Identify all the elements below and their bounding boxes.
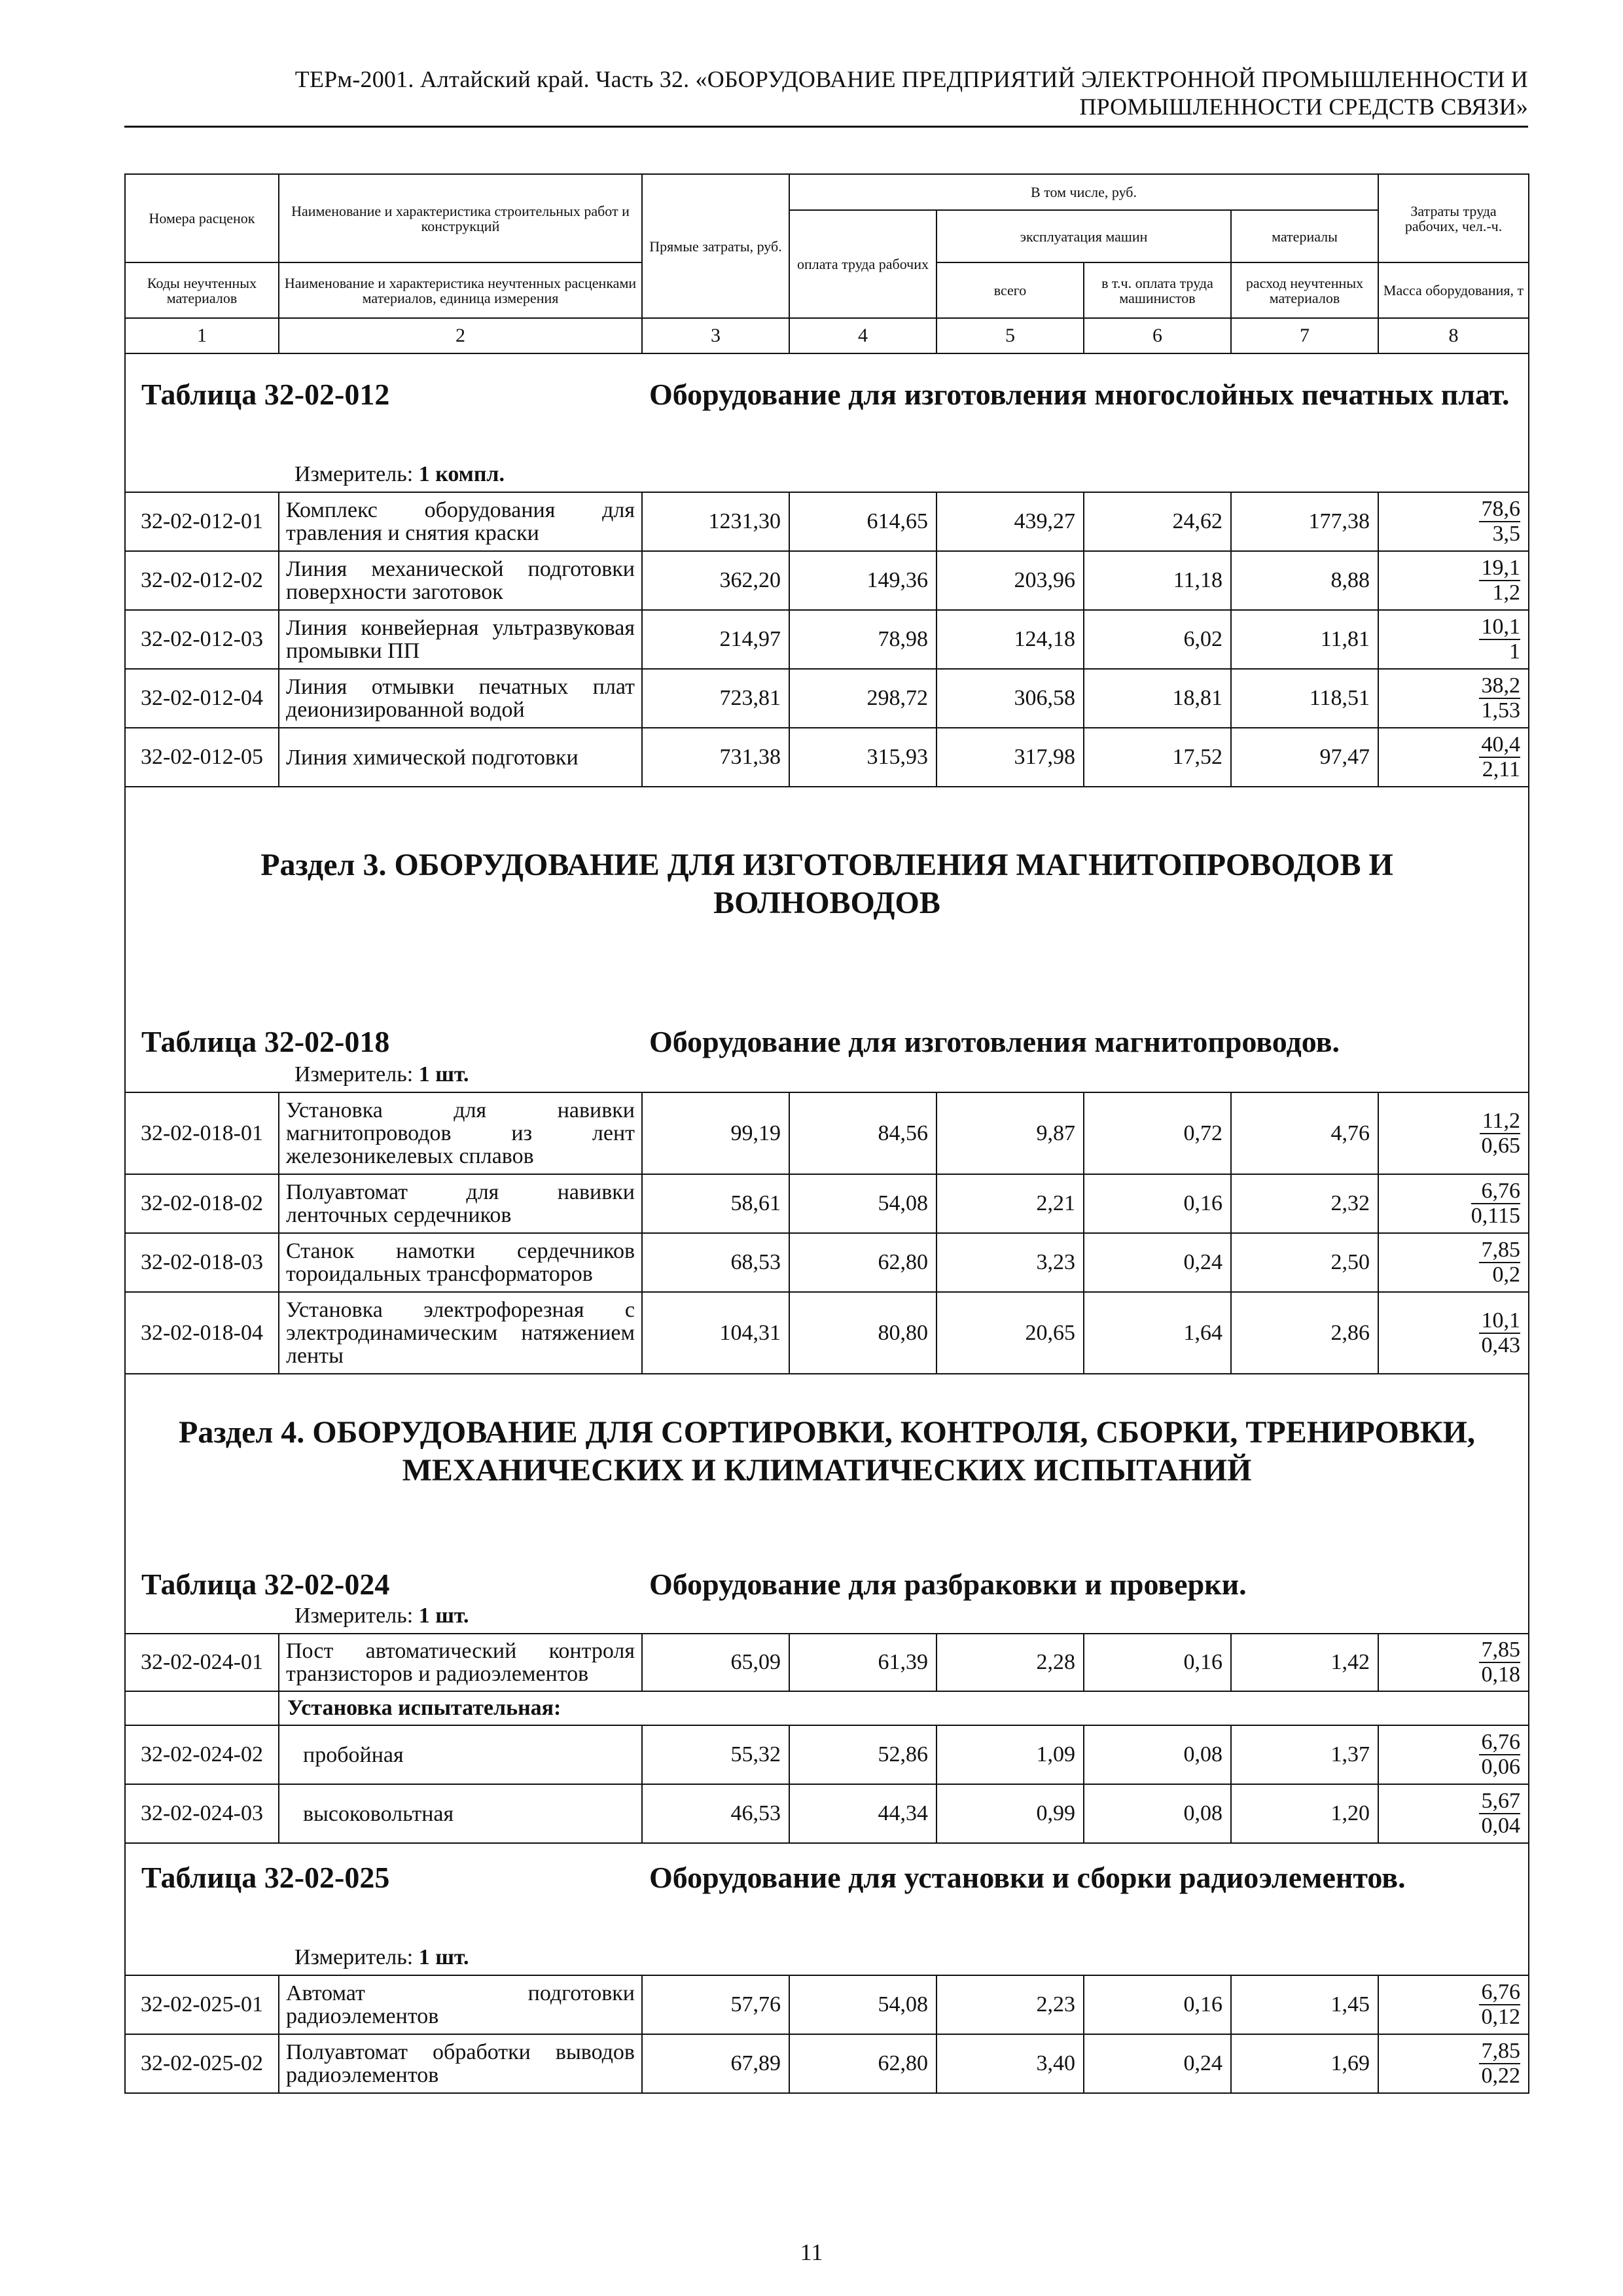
mass-value: 3,5 — [1492, 522, 1521, 546]
direct-cost: 104,31 — [642, 1292, 789, 1374]
table-row — [125, 1634, 1529, 1691]
machinists-wages: 1,64 — [1084, 1292, 1231, 1374]
mass-value: 1,53 — [1481, 698, 1521, 723]
machinists-wages: 0,24 — [1084, 2034, 1231, 2093]
mass-value: 0,43 — [1481, 1333, 1521, 1357]
materials: 1,20 — [1231, 1784, 1378, 1843]
rate-code: 32-02-012-02 — [125, 551, 279, 610]
rate-name: Станок намотки сердечников тороидальных трансформаторов — [279, 1233, 642, 1292]
labor-mass-fraction — [1378, 728, 1529, 787]
col-number: 7 — [1231, 318, 1378, 353]
col-header-codes: Номера расценок — [125, 174, 279, 262]
machinists-wages: 18,81 — [1084, 669, 1231, 728]
wages: 61,39 — [789, 1634, 936, 1691]
labor-mass-fraction — [1378, 492, 1529, 551]
labor-value: 7,85 — [1479, 1638, 1521, 1663]
rate-name: Линия химической подготовки — [279, 728, 642, 787]
col-header-wages: оплата труда рабочих — [789, 210, 936, 318]
direct-cost: 46,53 — [642, 1784, 789, 1843]
col-header-codes-sub: Коды неучтенных материалов — [125, 262, 279, 318]
machines-total: 439,27 — [936, 492, 1084, 551]
running-header — [124, 65, 1528, 120]
rate-code: 32-02-018-03 — [125, 1233, 279, 1292]
labor-mass-fraction — [1378, 610, 1529, 669]
col-header-materials-sub: расход неучтенных материалов — [1231, 262, 1378, 318]
wages: 54,08 — [789, 1975, 936, 2034]
machinists-wages: 0,08 — [1084, 1725, 1231, 1784]
wages: 62,80 — [789, 1233, 936, 1292]
rate-code: 32-02-018-04 — [125, 1292, 279, 1374]
mass-value: 0,115 — [1471, 1204, 1521, 1228]
col-header-direct: Прямые затраты, руб. — [642, 174, 789, 318]
direct-cost: 1231,30 — [642, 492, 789, 551]
rate-name: Линия отмывки печатных плат деионизированной водой — [279, 669, 642, 728]
col-number: 4 — [789, 318, 936, 353]
table-unit: Измеритель: 1 компл. — [294, 462, 505, 486]
rate-name: пробойная — [279, 1725, 642, 1784]
table-row — [125, 1784, 1529, 1843]
wages: 78,98 — [789, 610, 936, 669]
section-title-line: МЕХАНИЧЕСКИХ И КЛИМАТИЧЕСКИХ ИСПЫТАНИЙ — [402, 1452, 1252, 1488]
table-unit: Измеритель: 1 шт. — [294, 1062, 469, 1086]
running-header-line-1: ТЕРм-2001. Алтайский край. Часть 32. «ОБОРУДОВАНИЕ ПРЕДПРИЯТИЙ ЭЛЕКТРОННОЙ ПРОМЫШЛЕННОСТИ И — [294, 66, 1528, 92]
table-heading — [125, 980, 1529, 1092]
machines-total: 1,09 — [936, 1725, 1084, 1784]
wages: 614,65 — [789, 492, 936, 551]
col-number: 8 — [1378, 318, 1529, 353]
labor-mass-fraction — [1378, 669, 1529, 728]
wages: 80,80 — [789, 1292, 936, 1374]
materials: 1,42 — [1231, 1634, 1378, 1691]
table-heading — [125, 353, 1529, 492]
rate-code: 32-02-012-03 — [125, 610, 279, 669]
machines-total: 20,65 — [936, 1292, 1084, 1374]
labor-mass-fraction — [1378, 1784, 1529, 1843]
machines-total: 124,18 — [936, 610, 1084, 669]
labor-mass-fraction — [1378, 1092, 1529, 1174]
mass-value: 0,04 — [1481, 1814, 1521, 1838]
section-title-line: Раздел 3. ОБОРУДОВАНИЕ ДЛЯ ИЗГОТОВЛЕНИЯ МАГНИТОПРОВОДОВ И — [260, 847, 1393, 882]
rate-code: 32-02-012-01 — [125, 492, 279, 551]
rate-code: 32-02-024-02 — [125, 1725, 279, 1784]
table-title: Оборудование для изготовления многослойных печатных плат. — [649, 378, 1510, 411]
machines-total: 317,98 — [936, 728, 1084, 787]
mass-value: 1 — [1509, 639, 1521, 664]
rate-name: Автомат подготовки радиоэлементов — [279, 1975, 642, 2034]
machinists-wages: 17,52 — [1084, 728, 1231, 787]
materials: 4,76 — [1231, 1092, 1378, 1174]
rates-table — [124, 173, 1529, 2094]
rate-name: Полуавтомат для навивки ленточных сердечников — [279, 1174, 642, 1233]
labor-mass-fraction — [1378, 551, 1529, 610]
table-title: Оборудование для разбраковки и проверки. — [649, 1568, 1247, 1601]
mass-value: 1,2 — [1492, 581, 1521, 605]
page-number: 11 — [800, 2239, 823, 2265]
direct-cost: 723,81 — [642, 669, 789, 728]
materials: 1,45 — [1231, 1975, 1378, 2034]
labor-value: 6,76 — [1479, 1981, 1521, 2005]
table-heading — [125, 1843, 1529, 1975]
machinists-wages: 24,62 — [1084, 492, 1231, 551]
labor-value: 7,85 — [1479, 2039, 1521, 2064]
table-unit: Измеритель: 1 шт. — [294, 1604, 469, 1628]
materials: 11,81 — [1231, 610, 1378, 669]
rate-code: 32-02-024-03 — [125, 1784, 279, 1843]
labor-value: 19,1 — [1479, 556, 1521, 581]
section-title-line: Раздел 4. ОБОРУДОВАНИЕ ДЛЯ СОРТИРОВКИ, КОНТРОЛЯ, СБОРКИ, ТРЕНИРОВКИ, — [179, 1414, 1475, 1450]
direct-cost: 731,38 — [642, 728, 789, 787]
wages: 298,72 — [789, 669, 936, 728]
table-row — [125, 1292, 1529, 1374]
table-title: Оборудование для изготовления магнитопроводов. — [649, 1025, 1340, 1058]
labor-mass-fraction — [1378, 1292, 1529, 1374]
table-row — [125, 492, 1529, 551]
col-number: 6 — [1084, 318, 1231, 353]
wages: 149,36 — [789, 551, 936, 610]
rate-name: Пост автоматический контроля транзисторов и радиоэлементов — [279, 1634, 642, 1691]
direct-cost: 55,32 — [642, 1725, 789, 1784]
col-header-machines: эксплуатация машин — [936, 210, 1231, 262]
materials: 1,69 — [1231, 2034, 1378, 2093]
col-header-name: Наименование и характеристика строительных работ и конструкций — [279, 174, 642, 262]
machinists-wages: 0,16 — [1084, 1975, 1231, 2034]
subheading: Установка испытательная: — [279, 1691, 1529, 1725]
materials: 8,88 — [1231, 551, 1378, 610]
col-header-machines-total: всего — [936, 262, 1084, 318]
machines-total: 306,58 — [936, 669, 1084, 728]
machinists-wages: 0,16 — [1084, 1174, 1231, 1233]
table-row — [125, 1725, 1529, 1784]
table-row — [125, 1233, 1529, 1292]
wages: 62,80 — [789, 2034, 936, 2093]
subheading-row — [125, 1691, 1529, 1725]
direct-cost: 362,20 — [642, 551, 789, 610]
materials: 2,32 — [1231, 1174, 1378, 1233]
machinists-wages: 11,18 — [1084, 551, 1231, 610]
labor-mass-fraction — [1378, 1233, 1529, 1292]
labor-mass-fraction — [1378, 1634, 1529, 1691]
table-row — [125, 1092, 1529, 1174]
mass-value: 0,22 — [1481, 2064, 1521, 2088]
col-header-mass: Масса оборудования, т — [1378, 262, 1529, 318]
rate-name: Линия механической подготовки поверхности заготовок — [279, 551, 642, 610]
materials: 1,37 — [1231, 1725, 1378, 1784]
rate-code: 32-02-018-02 — [125, 1174, 279, 1233]
running-header-line-2: ПРОМЫШЛЕННОСТИ СРЕДСТВ СВЯЗИ» — [1079, 94, 1528, 120]
direct-cost: 99,19 — [642, 1092, 789, 1174]
machinists-wages: 0,16 — [1084, 1634, 1231, 1691]
machinists-wages: 6,02 — [1084, 610, 1231, 669]
machines-total: 2,21 — [936, 1174, 1084, 1233]
direct-cost: 67,89 — [642, 2034, 789, 2093]
machines-total: 0,99 — [936, 1784, 1084, 1843]
labor-value: 6,76 — [1471, 1179, 1520, 1204]
col-number: 1 — [125, 318, 279, 353]
mass-value: 0,06 — [1481, 1755, 1521, 1779]
table-row — [125, 610, 1529, 669]
machinists-wages: 0,08 — [1084, 1784, 1231, 1843]
mass-value: 0,12 — [1481, 2005, 1521, 2029]
labor-value: 5,67 — [1479, 1789, 1521, 1814]
col-header-machinists-wages: в т.ч. оплата труда машинистов — [1084, 262, 1231, 318]
mass-value: 0,2 — [1492, 1263, 1521, 1287]
rate-name: Установка для навивки магнитопроводов из лент железоникелевых сплавов — [279, 1092, 642, 1174]
labor-mass-fraction — [1378, 1725, 1529, 1784]
table-id: Таблица 32-02-024 — [141, 1568, 390, 1601]
table-row — [125, 2034, 1529, 2093]
table-title: Оборудование для установки и сборки радиоэлементов. — [649, 1861, 1406, 1894]
col-number: 5 — [936, 318, 1084, 353]
col-header-including: В том числе, руб. — [789, 174, 1378, 210]
materials: 118,51 — [1231, 669, 1378, 728]
empty-cell — [125, 1691, 279, 1725]
machines-total: 9,87 — [936, 1092, 1084, 1174]
direct-cost: 214,97 — [642, 610, 789, 669]
col-header-materials: материалы — [1231, 210, 1378, 262]
wages: 54,08 — [789, 1174, 936, 1233]
table-id: Таблица 32-02-018 — [141, 1025, 390, 1058]
labor-mass-fraction — [1378, 2034, 1529, 2093]
table-row — [125, 669, 1529, 728]
materials: 177,38 — [1231, 492, 1378, 551]
rate-name: высоковольтная — [279, 1784, 642, 1843]
rate-code: 32-02-024-01 — [125, 1634, 279, 1691]
machinists-wages: 0,24 — [1084, 1233, 1231, 1292]
labor-value: 7,85 — [1479, 1238, 1521, 1263]
wages: 84,56 — [789, 1092, 936, 1174]
machines-total: 203,96 — [936, 551, 1084, 610]
table-id: Таблица 32-02-025 — [141, 1861, 390, 1894]
section-heading — [125, 787, 1529, 980]
labor-mass-fraction — [1378, 1975, 1529, 2034]
labor-mass-fraction — [1378, 1174, 1529, 1233]
table-row — [125, 1975, 1529, 2034]
labor-value: 38,2 — [1479, 674, 1521, 699]
rate-name: Линия конвейерная ультразвуковая промывки ПП — [279, 610, 642, 669]
direct-cost: 57,76 — [642, 1975, 789, 2034]
table-heading — [125, 1528, 1529, 1634]
rate-code: 32-02-018-01 — [125, 1092, 279, 1174]
machines-total: 3,40 — [936, 2034, 1084, 2093]
materials: 2,50 — [1231, 1233, 1378, 1292]
machinists-wages: 0,72 — [1084, 1092, 1231, 1174]
labor-value: 10,1 — [1479, 1309, 1521, 1334]
labor-value: 11,2 — [1480, 1109, 1520, 1134]
table-row — [125, 1174, 1529, 1233]
rate-name: Полуавтомат обработки выводов радиоэлементов — [279, 2034, 642, 2093]
col-number: 3 — [642, 318, 789, 353]
table-id: Таблица 32-02-012 — [141, 378, 390, 411]
rate-name: Установка электрофорезная с электродинамическим натяжением ленты — [279, 1292, 642, 1374]
machines-total: 3,23 — [936, 1233, 1084, 1292]
rate-code: 32-02-012-05 — [125, 728, 279, 787]
table-row — [125, 551, 1529, 610]
section-title-line: ВОЛНОВОДОВ — [713, 885, 940, 920]
machines-total: 2,23 — [936, 1975, 1084, 2034]
labor-value: 6,76 — [1479, 1731, 1521, 1755]
table-row — [125, 728, 1529, 787]
labor-value: 78,6 — [1479, 497, 1521, 522]
col-header-name-sub: Наименование и характеристика неучтенных расценками материалов, единица измерения — [279, 262, 642, 318]
rate-code: 32-02-025-01 — [125, 1975, 279, 2034]
direct-cost: 65,09 — [642, 1634, 789, 1691]
labor-value: 10,1 — [1479, 615, 1521, 640]
materials: 2,86 — [1231, 1292, 1378, 1374]
wages: 44,34 — [789, 1784, 936, 1843]
direct-cost: 58,61 — [642, 1174, 789, 1233]
rate-code: 32-02-025-02 — [125, 2034, 279, 2093]
labor-value: 40,4 — [1479, 733, 1521, 758]
machines-total: 2,28 — [936, 1634, 1084, 1691]
table-unit: Измеритель: 1 шт. — [294, 1945, 469, 1969]
mass-value: 0,18 — [1481, 1662, 1521, 1687]
col-number: 2 — [279, 318, 642, 353]
direct-cost: 68,53 — [642, 1233, 789, 1292]
rate-name: Комплекс оборудования для травления и снятия краски — [279, 492, 642, 551]
col-header-labor: Затраты труда рабочих, чел.-ч. — [1378, 174, 1529, 262]
materials: 97,47 — [1231, 728, 1378, 787]
wages: 52,86 — [789, 1725, 936, 1784]
wages: 315,93 — [789, 728, 936, 787]
section-heading — [125, 1374, 1529, 1528]
header-rule — [124, 126, 1528, 128]
mass-value: 2,11 — [1482, 757, 1521, 781]
mass-value: 0,65 — [1481, 1133, 1521, 1158]
rate-code: 32-02-012-04 — [125, 669, 279, 728]
